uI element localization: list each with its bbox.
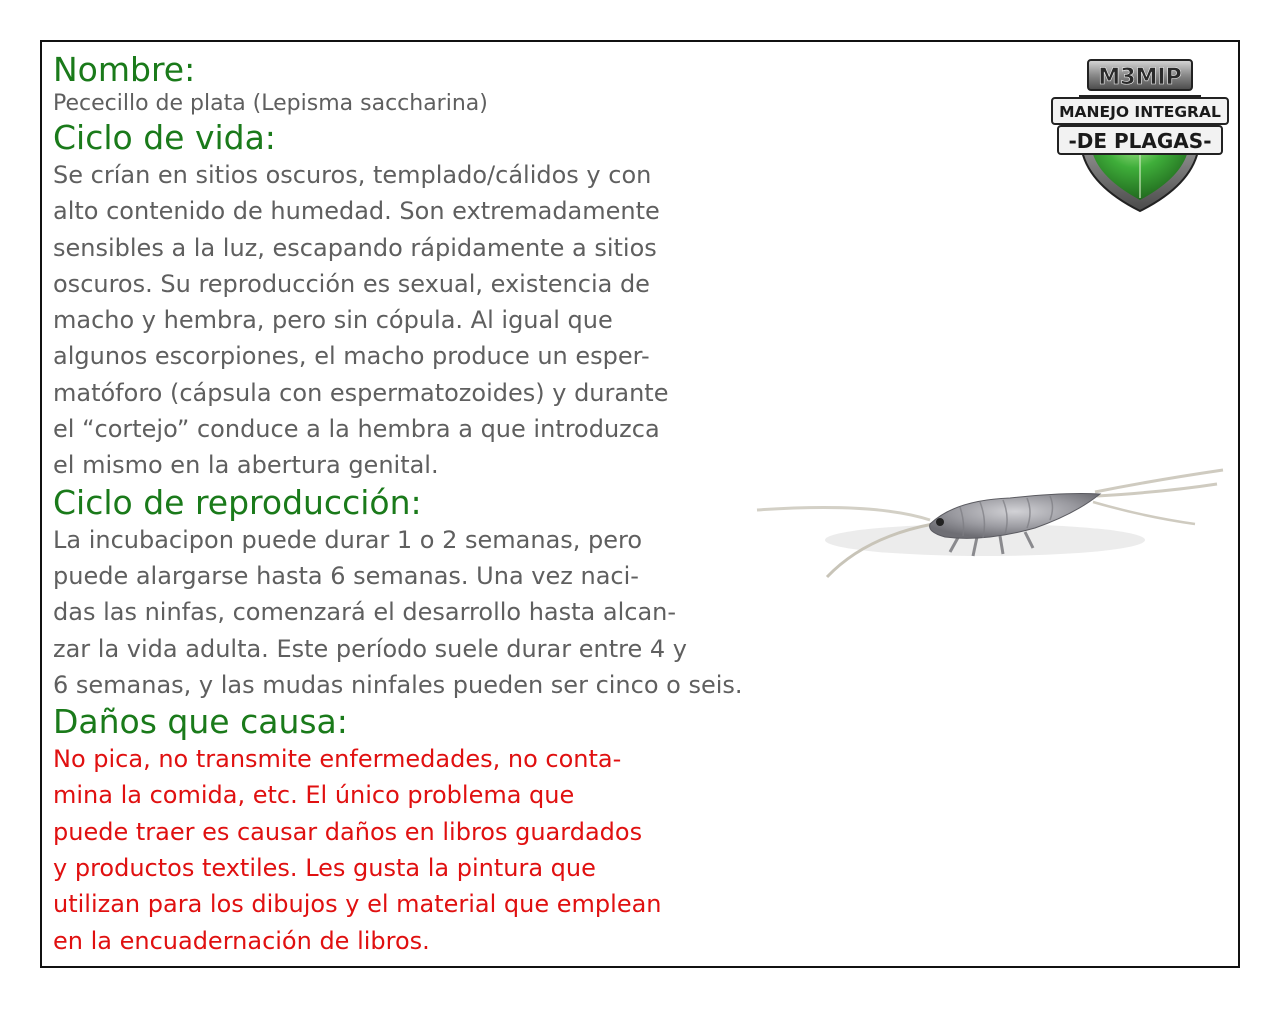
text-line: 6 semanas, y las mudas ninfales pueden ser cinco o seis. <box>53 670 743 699</box>
text-line: oscuros. Su reproducción es sexual, existencia de <box>53 269 650 298</box>
text-line: mina la comida, etc. El único problema que <box>53 781 575 810</box>
heading-nombre: Nombre: <box>53 50 196 89</box>
text-line: Se crían en sitios oscuros, templado/cálidos y con <box>53 161 652 189</box>
silverfish-image <box>755 462 1230 597</box>
text-line: puede alargarse hasta 6 semanas. Una vez naci- <box>53 561 639 590</box>
text-line: el “cortejo” conduce a la hembra a que introduzca <box>53 415 660 444</box>
logo-line1: MANEJO INTEGRAL <box>1059 103 1221 121</box>
ciclo-reproduccion-text <box>53 522 833 703</box>
text-line: utilizan para los dibujos y el material que emplean <box>53 890 662 919</box>
text-line: el mismo en la abertura genital. <box>53 451 439 480</box>
logo-brand: M3MIP <box>1098 65 1182 90</box>
species-name: Pececillo de plata (Lepisma saccharina) <box>53 91 488 116</box>
ciclo-vida-text <box>53 157 833 484</box>
m3mip-logo <box>1050 56 1230 216</box>
text-line: La incubacipon puede durar 1 o 2 semanas, pero <box>53 525 643 554</box>
text-line: macho y hembra, pero sin cópula. Al igual que <box>53 306 613 335</box>
text-line: das las ninfas, comenzará el desarrollo hasta alcan- <box>53 598 677 627</box>
danos-text <box>53 741 833 959</box>
text-line: zar la vida adulta. Este período suele durar entre 4 y <box>53 634 687 663</box>
text-line: y productos textiles. Les gusta la pintura que <box>53 854 596 883</box>
text-line: en la encuadernación de libros. <box>53 926 430 955</box>
logo-line2: -DE PLAGAS- <box>1068 129 1212 153</box>
content-column <box>53 51 833 959</box>
text-line: No pica, no transmite enfermedades, no conta- <box>53 745 622 774</box>
text-line: algunos escorpiones, el macho produce un esper- <box>53 342 650 371</box>
heading-ciclo-vida: Ciclo de vida: <box>53 118 276 157</box>
text-line: matóforo (cápsula con espermatozoides) y durante <box>53 378 669 407</box>
text-line: alto contenido de humedad. Son extremadamente <box>53 197 660 226</box>
text-line: sensibles a la luz, escapando rápidamente a sitios <box>53 233 657 262</box>
heading-danos: Daños que causa: <box>53 702 348 742</box>
heading-ciclo-reproduccion: Ciclo de reproducción: <box>53 482 422 522</box>
text-line: puede traer es causar daños en libros guardados <box>53 817 643 846</box>
